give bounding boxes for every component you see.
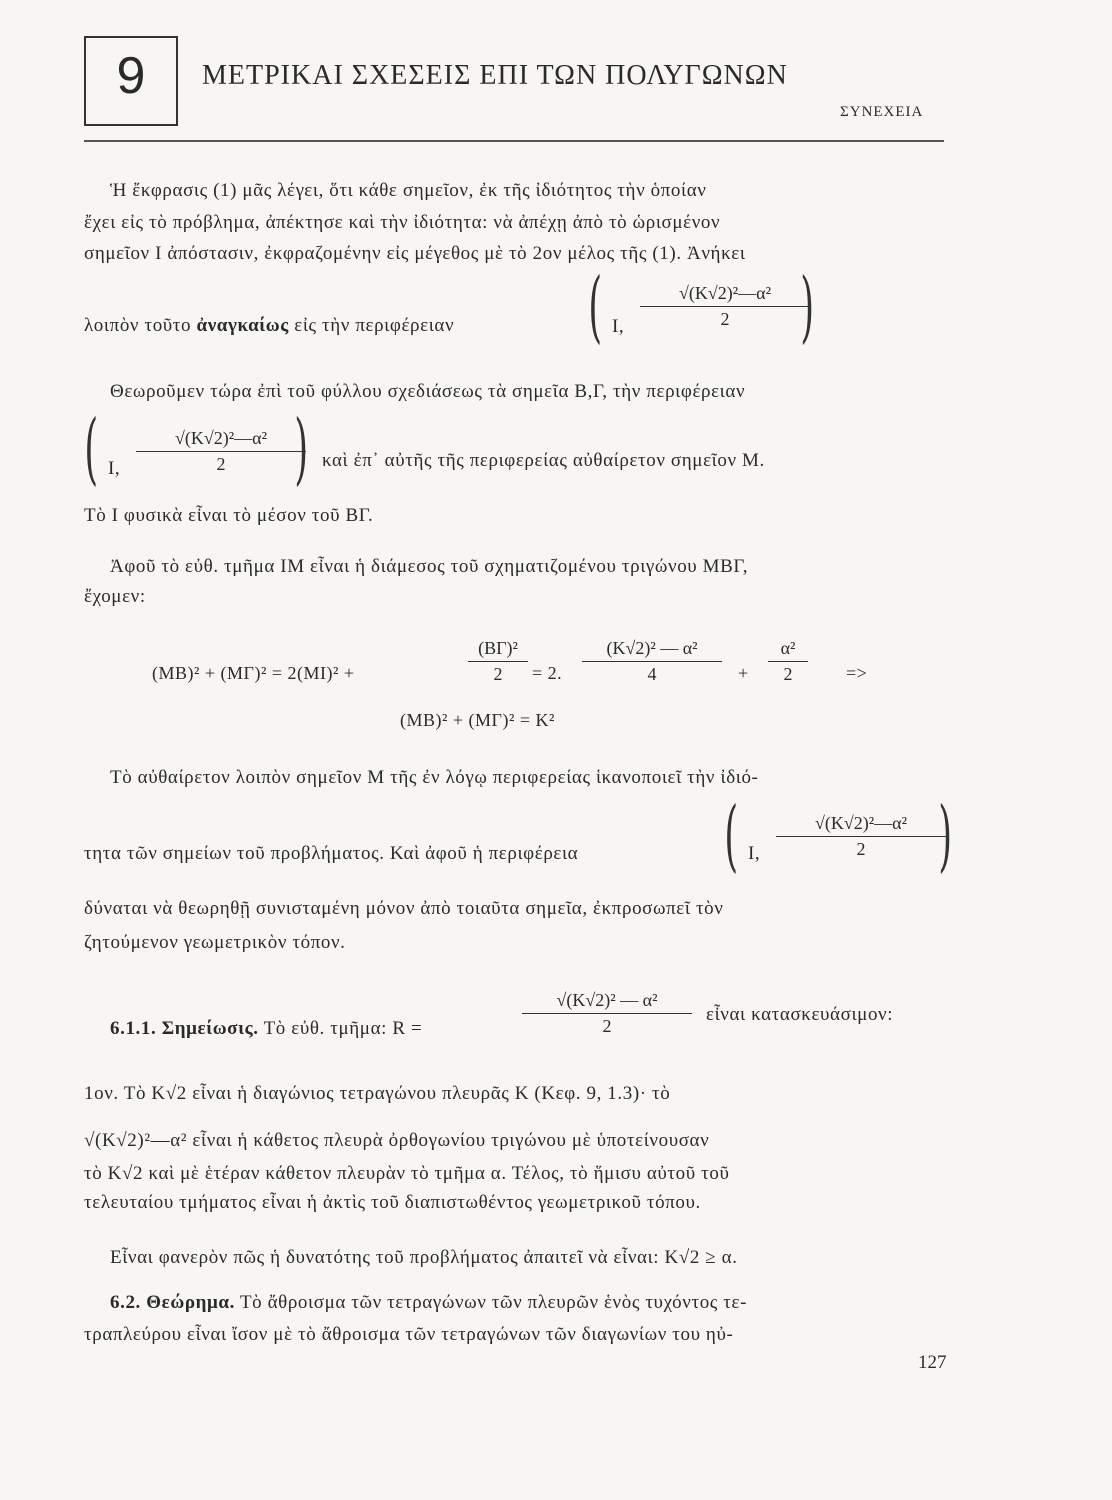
equation-1-fraction-1 [468,638,528,685]
left-paren: ( [84,404,99,494]
p1-line-4-c: εἰς τὴν περιφέρειαν [294,315,455,336]
theorem-label: 6.2. Θεώρημα. [110,1292,235,1313]
circle-radius-num: √(Κ√2)²—α² [679,283,771,303]
p4-line-1: Τὸ αὐθαίρετον λοιπὸν σημεῖον Μ τῆς ἐν λόγῳ περιφερείας ἱκανοποιεῖ τὴν ἰδιό- [110,767,759,788]
fraction-bar [468,661,528,662]
p1-line-1: Ἡ ἔκφρασις (1) μᾶς λέγει, ὅτι κάθε σημεῖον, ἐκ τῆς ἰδιότητος τὴν ὁποίαν [110,180,707,201]
fraction-bar [582,661,722,662]
chapter-number: 9 [116,47,146,105]
equation-1-implies: => [846,663,868,683]
p5-line-3: τὸ Κ√2 καὶ μὲ ἑτέραν κάθετον πλευρὰν τὸ τμῆμα α. Τέλος, τὸ ἥμισυ αὐτοῦ τοῦ [84,1163,730,1184]
fraction-num: (Κ√2)² — α² [606,638,698,658]
right-paren: ) [294,404,309,494]
equation-1-left: (ΜΒ)² + (ΜΓ)² = 2(ΜΙ)² + [152,663,355,683]
equation-1-fraction-3 [768,638,808,685]
p2-line-2: καὶ ἐπ᾿ αὐτῆς τῆς περιφερείας αὐθαίρετον σημεῖον Μ. [322,450,765,471]
chapter-number-box [84,36,178,126]
fraction-bar [136,451,306,452]
fraction-den: 4 [647,664,657,684]
equation-1-plus: + [738,663,749,683]
theorem-text-1: Τὸ ἄθροισμα τῶν τετραγώνων τῶν πλευρῶν ἑνὸς τυχόντος τε- [239,1292,748,1313]
header-rule [84,140,944,142]
circle-radius-fraction [136,428,306,475]
fraction-bar [776,836,946,837]
p5-line-4: τελευταίου τμήματος εἶναι ἡ ἀκτὶς τοῦ διαπιστωθέντος γεωμετρικοῦ τόπου. [84,1192,701,1213]
fraction-bar [640,306,810,307]
p1-line-3: σημεῖον Ι ἀπόστασιν, ἐκφραζομένην εἰς μέγεθος μὲ τὸ 2ον μέλος τῆς (1). Ἀνήκει [84,243,746,264]
p5-line-1: 1ον. Τὸ Κ√2 εἶναι ἡ διαγώνιος τετραγώνου πλευρᾶς Κ (Κεφ. 9, 1.3)· τὸ [84,1083,671,1104]
p2-line-3: Τὸ Ι φυσικὰ εἶναι τὸ μέσον τοῦ ΒΓ. [84,505,374,526]
p3-line-1: Ἀφοῦ τὸ εὐθ. τμῆμα ΙΜ εἶναι ἡ διάμεσος τοῦ σχηματιζομένου τριγώνου ΜΒΓ, [110,556,749,577]
circle-radius-num: √(Κ√2)²—α² [175,428,267,448]
p1-line-4-bold: ἀναγκαίως [196,315,289,336]
fraction-den: 2 [783,664,793,684]
fraction-num: (ΒΓ)² [478,638,518,658]
fraction-bar [768,661,808,662]
left-paren: ( [724,791,739,881]
p4-line-2: τητα τῶν σημείων τοῦ προβλήματος. Καὶ ἀφοῦ ἡ περιφέρεια [84,843,579,864]
circle-center-label: Ι, [748,843,761,864]
p4-line-3: δύναται νὰ θεωρηθῇ συνισταμένη μόνον ἀπὸ τοιαῦτα σημεῖα, ἐκπροσωπεῖ τὸν [84,898,724,919]
fraction-den: 2 [602,1016,612,1036]
left-paren: ( [588,262,603,352]
circle-radius-den: 2 [720,309,730,329]
p2-line-1: Θεωροῦμεν τώρα ἐπὶ τοῦ φύλλου σχεδιάσεως τὰ σημεῖα Β,Γ, τὴν περιφέρειαν [110,381,746,402]
equation-1-fraction-2 [582,638,722,685]
p4-line-4: ζητούμενον γεωμετρικὸν τόπον. [84,932,346,953]
p6-line: Εἶναι φανερὸν πῶς ἡ δυνατότης τοῦ προβλήματος ἀπαιτεῖ νὰ εἶναι: Κ√2 ≥ α. [110,1247,738,1268]
p5-line-2: √(Κ√2)²—α² εἶναι ἡ κάθετος πλευρὰ ὀρθογωνίου τριγώνου μὲ ὑποτείνουσαν [84,1130,710,1151]
fraction-num: α² [780,638,796,658]
note-fraction [522,990,692,1037]
circle-radius-den: 2 [216,454,226,474]
note-line [110,1018,422,1040]
p1-line-4 [84,315,454,337]
theorem-line-2: τραπλεύρου εἶναι ἴσον μὲ τὸ ἄθροισμα τῶν τετραγώνων τῶν διαγωνίων του ηὐ- [84,1324,734,1345]
circle-center-label: Ι, [108,458,121,479]
theorem-line-1 [110,1292,747,1314]
note-label: 6.1.1. Σημείωσις. [110,1018,259,1039]
equation-1-mid: = 2. [532,663,563,683]
right-paren: ) [800,262,815,352]
circle-radius-num: √(Κ√2)²—α² [815,813,907,833]
note-end: εἶναι κατασκευάσιμον: [706,1004,894,1025]
p1-line-2: ἔχει εἰς τὸ πρόβλημα, ἀπέκτησε καὶ τὴν ἰδιότητα: νὰ ἀπέχῃ ἀπὸ τὸ ὡρισμένον [84,212,721,233]
circle-radius-fraction [776,813,946,860]
p3-line-2: ἔχομεν: [84,586,146,607]
circle-radius-fraction [640,283,810,330]
chapter-subtitle: ΣΥΝΕΧΕΙΑ [840,104,924,120]
page-number: 127 [918,1352,947,1373]
circle-radius-den: 2 [856,839,866,859]
note-text: Τὸ εὐθ. τμῆμα: R = [263,1018,423,1039]
equation-2: (ΜΒ)² + (ΜΓ)² = Κ² [400,710,555,730]
p1-line-4-a: λοιπὸν τοῦτο [84,315,192,336]
right-paren: ) [938,791,953,881]
circle-center-label: Ι, [612,316,625,337]
fraction-bar [522,1013,692,1014]
fraction-num: √(Κ√2)² — α² [556,990,658,1010]
chapter-title: ΜΕΤΡΙΚΑΙ ΣΧΕΣΕΙΣ ΕΠΙ ΤΩΝ ΠΟΛΥΓΩΝΩΝ [202,60,788,91]
fraction-den: 2 [493,664,503,684]
